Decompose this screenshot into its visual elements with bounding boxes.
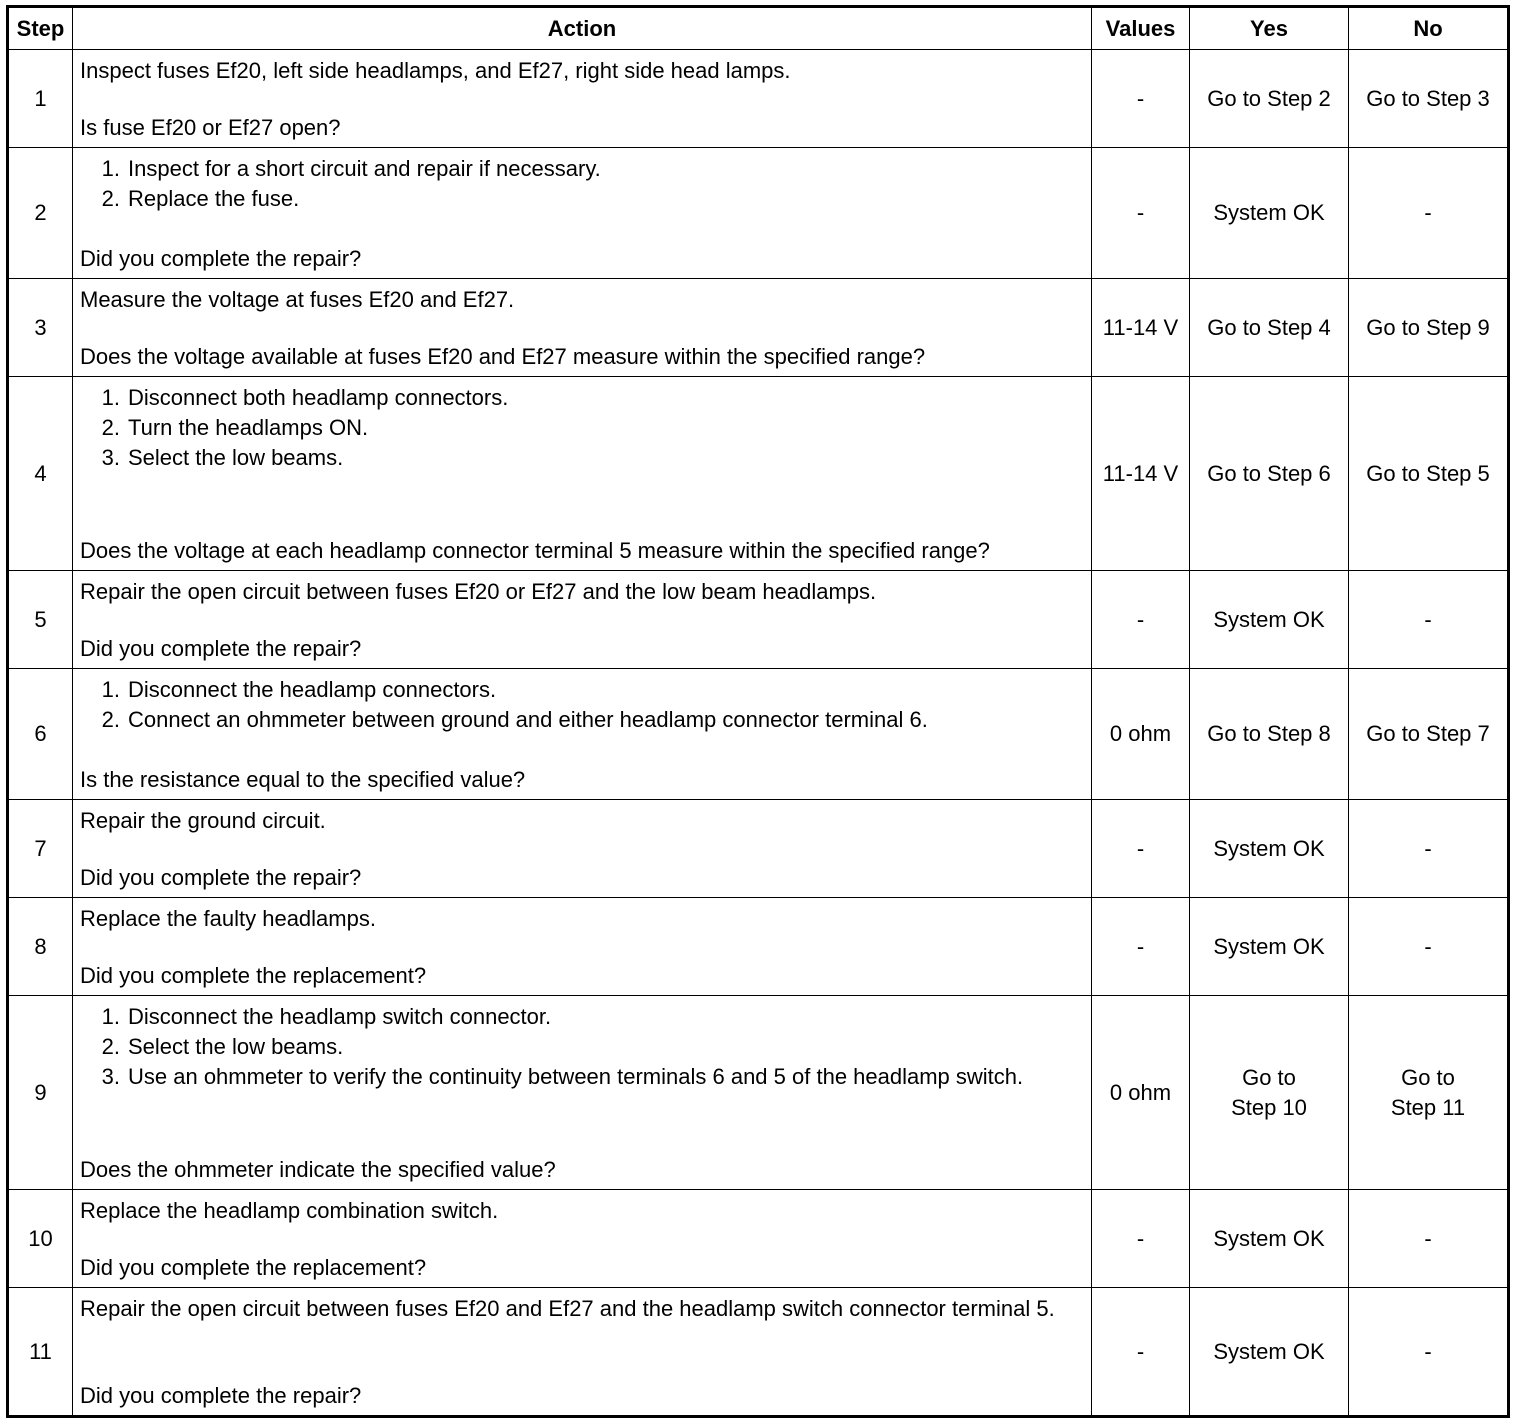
table-row: [8, 1190, 1509, 1288]
action-cell: [73, 50, 1092, 148]
step-number: 1: [8, 50, 73, 148]
step-number: 7: [8, 800, 73, 898]
spec-value: -: [1092, 800, 1190, 898]
no-outcome: -: [1349, 1190, 1509, 1288]
table-row: [8, 377, 1509, 571]
no-outcome: Go to Step 9: [1349, 279, 1509, 377]
instruction-text: Measure the voltage at fuses Ef20 and Ef27.: [80, 287, 515, 312]
instruction-list: [80, 383, 1083, 473]
yes-outcome: System OK: [1190, 148, 1349, 279]
action-cell: [73, 1288, 1092, 1417]
yes-outcome: Go to Step 6: [1190, 377, 1349, 571]
instruction-text: Repair the open circuit between fuses Ef20 and Ef27 and the headlamp switch connector terminal 5.: [80, 1296, 1055, 1321]
table-row: [8, 669, 1509, 800]
instruction-list: [80, 675, 1083, 735]
instruction-list: [80, 1002, 1083, 1092]
action-cell: [73, 800, 1092, 898]
instruction-item: Turn the headlamps ON.: [128, 415, 369, 440]
table-row: [8, 800, 1509, 898]
yes-outcome: System OK: [1190, 1190, 1349, 1288]
question-text: Is the resistance equal to the specified value?: [80, 767, 526, 792]
instruction-item: Use an ohmmeter to verify the continuity between terminals 6 and 5 of the headlamp switch.: [128, 1064, 1024, 1089]
spec-value: 11-14 V: [1092, 377, 1190, 571]
spec-value: 0 ohm: [1092, 996, 1190, 1190]
table-row: [8, 148, 1509, 279]
no-outcome: -: [1349, 1288, 1509, 1417]
action-cell: [73, 377, 1092, 571]
step-number: 9: [8, 996, 73, 1190]
header-yes: Yes: [1190, 7, 1349, 50]
question-text: Does the voltage at each headlamp connector terminal 5 measure within the specified range?: [80, 538, 990, 563]
instruction-item: Disconnect both headlamp connectors.: [128, 385, 509, 410]
header-row: [8, 7, 1509, 50]
header-no: No: [1349, 7, 1509, 50]
spec-value: -: [1092, 50, 1190, 148]
step-number: 4: [8, 377, 73, 571]
instruction-list: [80, 154, 1083, 214]
table-row: [8, 571, 1509, 669]
instruction-text: Replace the faulty headlamps.: [80, 906, 376, 931]
table-row: [8, 50, 1509, 148]
action-cell: [73, 996, 1092, 1190]
yes-outcome: Go to Step 8: [1190, 669, 1349, 800]
step-number: 8: [8, 898, 73, 996]
spec-value: -: [1092, 1288, 1190, 1417]
no-outcome: -: [1349, 898, 1509, 996]
no-outcome: -: [1349, 800, 1509, 898]
table-row: [8, 279, 1509, 377]
step-number: 2: [8, 148, 73, 279]
no-outcome: Go to Step 7: [1349, 669, 1509, 800]
no-outcome: -: [1349, 571, 1509, 669]
instruction-item: Select the low beams.: [128, 445, 344, 470]
table-row: [8, 898, 1509, 996]
yes-outcome: System OK: [1190, 571, 1349, 669]
action-cell: [73, 148, 1092, 279]
spec-value: -: [1092, 148, 1190, 279]
table-body: [8, 50, 1509, 1417]
no-outcome: -: [1349, 148, 1509, 279]
header-step: Step: [8, 7, 73, 50]
no-outcome: Go to Step 5: [1349, 377, 1509, 571]
step-number: 10: [8, 1190, 73, 1288]
action-cell: [73, 279, 1092, 377]
question-text: Did you complete the replacement?: [80, 1255, 427, 1280]
step-number: 6: [8, 669, 73, 800]
question-text: Is fuse Ef20 or Ef27 open?: [80, 115, 341, 140]
step-number: 11: [8, 1288, 73, 1417]
instruction-text: Replace the headlamp combination switch.: [80, 1198, 499, 1223]
no-outcome: Go to Step 11: [1349, 996, 1509, 1190]
question-text: Does the ohmmeter indicate the specified value?: [80, 1157, 556, 1182]
instruction-item: Inspect for a short circuit and repair if necessary.: [128, 156, 601, 181]
instruction-item: Connect an ohmmeter between ground and either headlamp connector terminal 6.: [128, 707, 928, 732]
table-row: [8, 996, 1509, 1190]
spec-value: -: [1092, 1190, 1190, 1288]
instruction-item: Disconnect the headlamp connectors.: [128, 677, 497, 702]
yes-outcome: System OK: [1190, 800, 1349, 898]
yes-outcome: System OK: [1190, 1288, 1349, 1417]
header-action: Action: [73, 7, 1092, 50]
spec-value: 0 ohm: [1092, 669, 1190, 800]
spec-value: -: [1092, 571, 1190, 669]
instruction-text: Inspect fuses Ef20, left side headlamps, and Ef27, right side head lamps.: [80, 58, 791, 83]
step-number: 3: [8, 279, 73, 377]
spec-value: -: [1092, 898, 1190, 996]
header-values: Values: [1092, 7, 1190, 50]
yes-outcome: Go to Step 4: [1190, 279, 1349, 377]
instruction-item: Disconnect the headlamp switch connector.: [128, 1004, 552, 1029]
spec-value: 11-14 V: [1092, 279, 1190, 377]
yes-outcome: Go to Step 2: [1190, 50, 1349, 148]
action-cell: [73, 1190, 1092, 1288]
diagnostic-table: [6, 5, 1510, 1418]
instruction-text: Repair the open circuit between fuses Ef20 or Ef27 and the low beam headlamps.: [80, 579, 877, 604]
question-text: Does the voltage available at fuses Ef20 and Ef27 measure within the specified range?: [80, 344, 926, 369]
table-row: [8, 1288, 1509, 1417]
question-text: Did you complete the repair?: [80, 636, 362, 661]
instruction-item: Select the low beams.: [128, 1034, 344, 1059]
step-number: 5: [8, 571, 73, 669]
action-cell: [73, 669, 1092, 800]
no-outcome: Go to Step 3: [1349, 50, 1509, 148]
instruction-item: Replace the fuse.: [128, 186, 300, 211]
action-cell: [73, 571, 1092, 669]
yes-outcome: Go to Step 10: [1190, 996, 1349, 1190]
question-text: Did you complete the repair?: [80, 865, 362, 890]
question-text: Did you complete the repair?: [80, 1383, 362, 1408]
instruction-text: Repair the ground circuit.: [80, 808, 326, 833]
action-cell: [73, 898, 1092, 996]
question-text: Did you complete the replacement?: [80, 963, 427, 988]
question-text: Did you complete the repair?: [80, 246, 362, 271]
yes-outcome: System OK: [1190, 898, 1349, 996]
